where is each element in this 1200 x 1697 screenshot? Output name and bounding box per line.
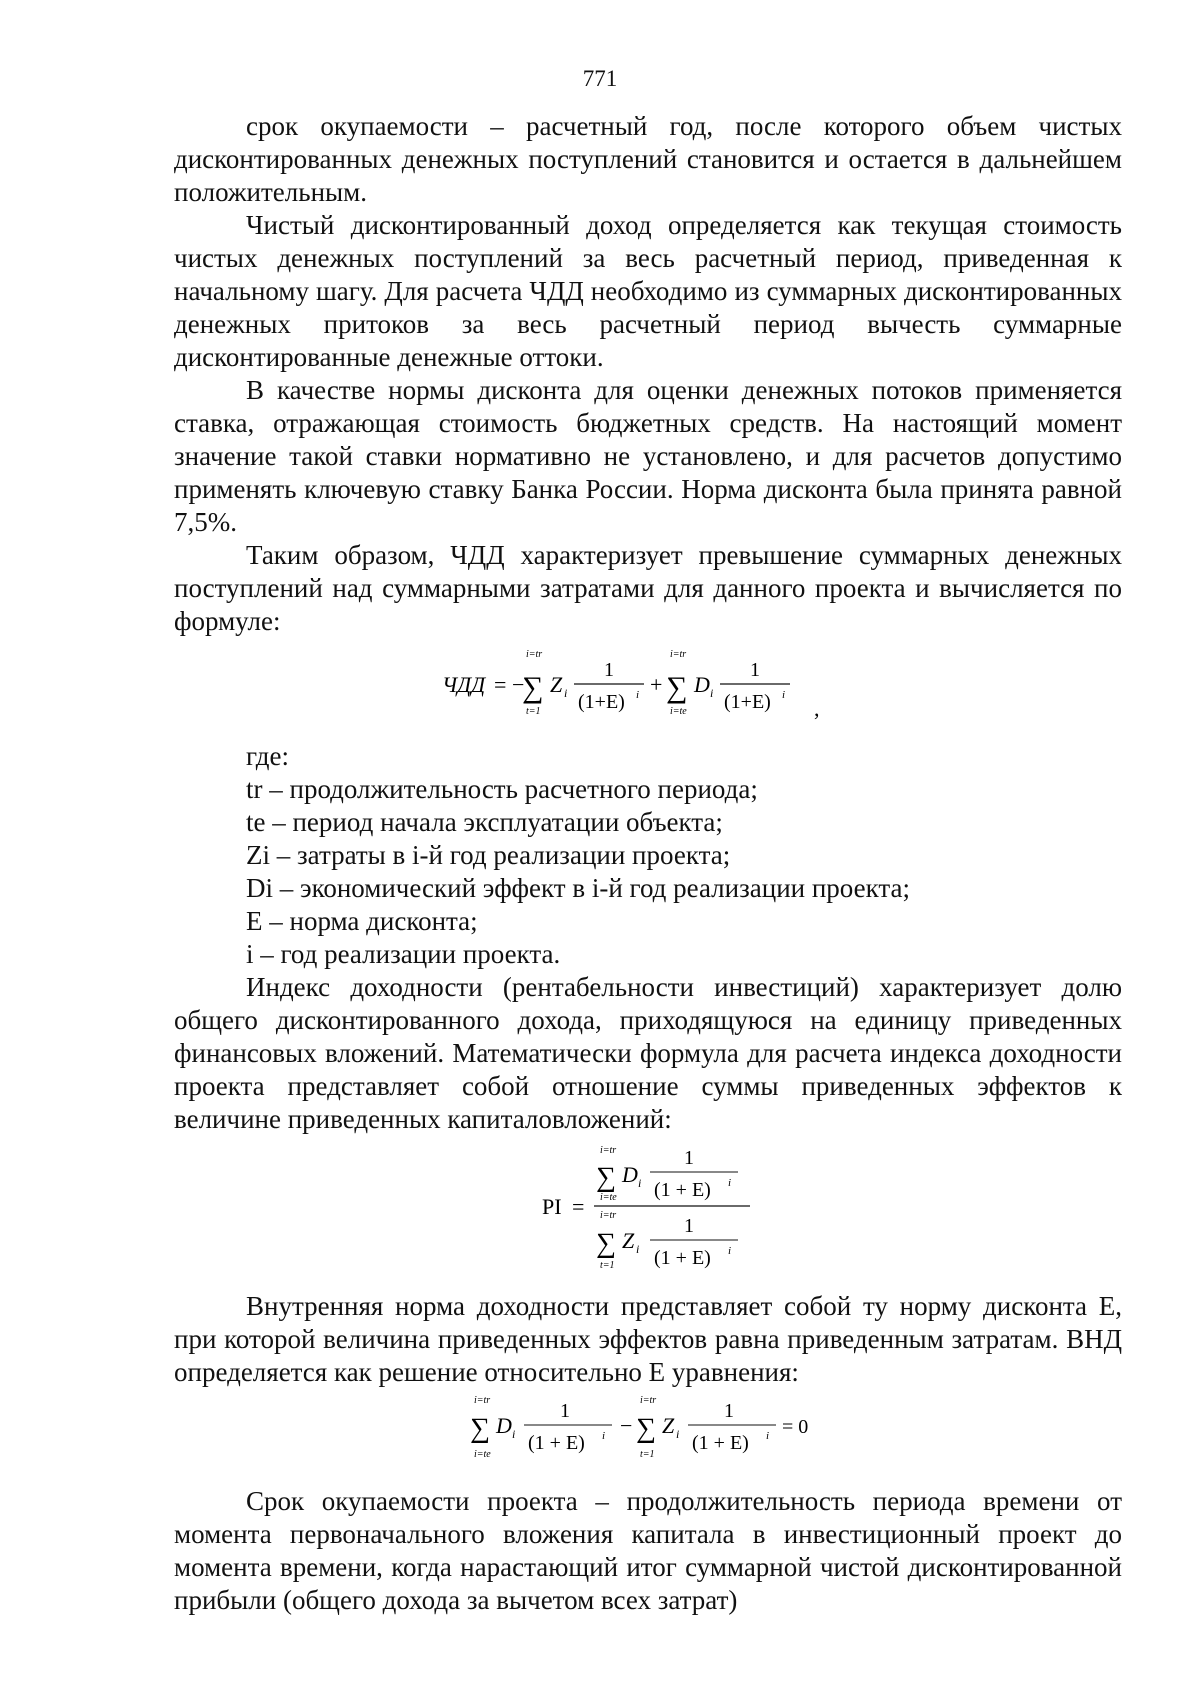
definition-te: te – период начала эксплуатации объекта; (246, 807, 723, 837)
irr-frac2-den: (1 + E) (692, 1432, 749, 1454)
irr-sum1-upper: i=tr (474, 1395, 491, 1406)
irr-sum2-sigma: ∑ (636, 1413, 656, 1444)
definition-e: E – норма дисконта; (246, 906, 478, 936)
irr-d: D (496, 1413, 512, 1438)
npv-formula-graphic (438, 642, 858, 726)
pi-num-frac-den: (1 + E) (654, 1179, 711, 1201)
irr-minus: − (620, 1413, 633, 1438)
irr-sum1-sigma: ∑ (470, 1413, 490, 1444)
irr-rhs: = 0 (782, 1416, 809, 1438)
paragraph-profitability-index: Индекс доходности (рентабельности инвестиций) характеризует долю общего дисконтированного дохода, приходящуюся на единицу приведенных финансовых вложений. Математически формула для расчета индекса доходности проекта представляет собой отношение суммы приведенных эффектов к величине приведенных капиталовложений: (174, 972, 1122, 1134)
npv-sum1-sigma: ∑ (522, 671, 544, 704)
irr-d-sub: i (512, 1427, 516, 1441)
page-body (174, 110, 1122, 1617)
npv-frac1-exp: i (636, 689, 640, 701)
npv-frac2-den: (1+E) (724, 691, 771, 713)
npv-z: Z (550, 672, 563, 697)
irr-z-sub: i (676, 1427, 680, 1441)
npv-sum2-upper: i=tr (670, 649, 687, 660)
pi-z-sub: i (636, 1242, 640, 1256)
irr-sum2-lower: t=1 (640, 1449, 655, 1460)
pi-formula-graphic (538, 1142, 758, 1274)
irr-formula-graphic (468, 1391, 828, 1465)
where-label: где: (246, 741, 289, 771)
npv-plus: + (650, 672, 663, 697)
definition-i: i – год реализации проекта. (246, 939, 561, 969)
npv-d-sub: i (710, 686, 714, 700)
pi-num-frac-exp: i (728, 1177, 732, 1189)
pi-den-lower: t=1 (600, 1260, 615, 1271)
pi-den-sigma: ∑ (596, 1228, 616, 1259)
paragraph-payback-period: Срок окупаемости проекта – продолжительность периода времени от момента первоначального вложения капитала в инвестиционный проект до момента времени, когда нарастающий итог суммарной чистой дисконтированной прибыли (общего дохода за вычетом всех затрат) (174, 1486, 1122, 1615)
irr-frac2-num: 1 (724, 1400, 734, 1422)
irr-frac2-exp: i (766, 1430, 770, 1442)
irr-frac1-exp: i (602, 1430, 606, 1442)
npv-sum1-lower: t=1 (526, 706, 541, 717)
pi-den-frac-den: (1 + E) (654, 1247, 711, 1269)
npv-frac2-num: 1 (750, 659, 760, 681)
pi-num-sigma: ∑ (596, 1162, 616, 1193)
definition-di: Di – экономический эффект в i-й год реализации проекта; (246, 873, 910, 903)
pi-d: D (622, 1162, 638, 1187)
pi-num-upper: i=tr (600, 1145, 617, 1156)
paragraph-npv-formula-intro: Таким образом, ЧДД характеризует превышение суммарных денежных поступлений над суммарными затратами для данного проекта и вычисляется по формуле: (174, 540, 1122, 636)
paragraph-payback-definition: срок окупаемости – расчетный год, после которого объем чистых дисконтированных денежных поступлений становится и остается в дальнейшем положительным. (174, 111, 1122, 207)
npv-equals: = (494, 672, 507, 697)
npv-trailing-comma: , (814, 696, 820, 721)
pi-d-sub: i (638, 1176, 642, 1190)
pi-den-frac-num: 1 (684, 1215, 694, 1237)
pi-den-frac-exp: i (728, 1245, 732, 1257)
pi-equals: = (572, 1194, 585, 1219)
irr-sum1-lower: i=te (474, 1449, 491, 1460)
npv-sum2-lower: i=te (670, 706, 687, 717)
npv-d: D (694, 672, 710, 697)
npv-formula (174, 642, 1122, 734)
paragraph-irr-definition: Внутренняя норма доходности представляет собой ту норму дисконта Е, при которой величина приведенных эффектов равна приведенным затратам. ВНД определяется как решение относительно Е уравнения: (174, 1291, 1122, 1387)
pi-formula (174, 1142, 1122, 1282)
npv-sum1-upper: i=tr (526, 649, 543, 660)
npv-frac1-num: 1 (604, 659, 614, 681)
paragraph-discount-rate: В качестве нормы дисконта для оценки денежных потоков применяется ставка, отражающая стоимость бюджетных средств. На настоящий момент значение такой ставки нормативно не установлено, и для расчетов допустимо применять ключевую ставку Банка России. Норма дисконта была принята равной 7,5%. (174, 375, 1122, 537)
pi-z: Z (622, 1228, 635, 1253)
paragraph-npv-definition: Чистый дисконтированный доход определяется как текущая стоимость чистых денежных поступлений за весь расчетный период, приведенная к начальному шагу. Для расчета ЧДД необходимо из суммарных дисконтированных денежных притоков за весь расчетный период вычесть суммарные дисконтированные денежные оттоки. (174, 210, 1122, 372)
irr-sum2-upper: i=tr (640, 1395, 657, 1406)
pi-lhs: PI (542, 1194, 562, 1219)
irr-z: Z (662, 1413, 675, 1438)
pi-num-lower: i=te (600, 1192, 617, 1203)
definition-zi: Zi – затраты в i-й год реализации проекта; (246, 840, 731, 870)
npv-frac1-den: (1+E) (578, 691, 625, 713)
npv-lhs: ЧДД (442, 672, 486, 697)
npv-minus: − (512, 672, 525, 697)
irr-frac1-num: 1 (560, 1400, 570, 1422)
pi-num-frac-num: 1 (684, 1147, 694, 1169)
definition-tr: tr – продолжительность расчетного периода; (246, 774, 758, 804)
npv-z-sub: i (564, 686, 568, 700)
page-number: 771 (582, 66, 618, 91)
irr-formula (174, 1391, 1122, 1473)
npv-frac2-exp: i (782, 689, 786, 701)
npv-sum2-sigma: ∑ (666, 671, 688, 704)
pi-den-upper: i=tr (600, 1210, 617, 1221)
irr-frac1-den: (1 + E) (528, 1432, 585, 1454)
